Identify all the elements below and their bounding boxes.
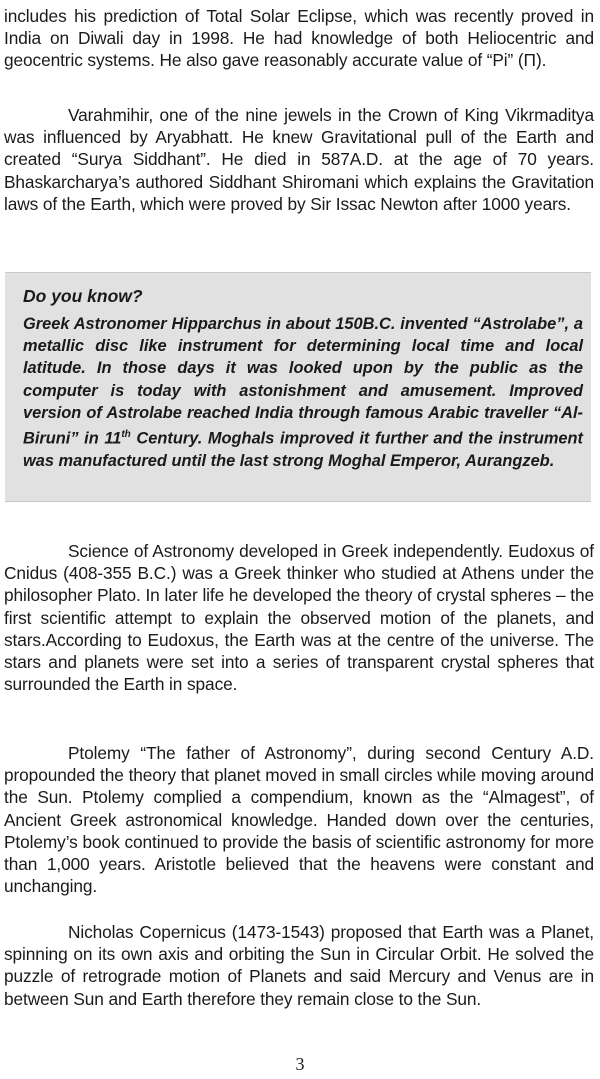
paragraph-eudoxus: Science of Astronomy developed in Greek independently. Eudoxus of Cnidus (408-355 B.C.) was a Greek thinker who studied at Athens under the philosopher Plato. In later life he developed the theory of crystal spheres – the first scientific attempt to explain the observed motion of the planets, and stars.According to Eudoxus, the Earth was at the centre of the universe. The stars and planets were set into a series of transparent crystal spheres that surrounded the Earth in space. — [4, 541, 594, 695]
did-you-know-text-end: Century. Moghals improved it further and the instrument was manufactured until the last strong Moghal Emperor, Aurangzeb. — [23, 429, 584, 470]
did-you-know-text-start: Greek Astronomer Hipparchus in about 150B.C. invented “Astrolabe”, a metallic disc like instrument for determining local time and local latitude. In those days it was looked upon by the public as the computer is today with astonishment and amusement. Improved version of Astrolabe reached India through famous Arabic traveller “Al-Biruni” in 11 — [23, 315, 583, 448]
page-number: 3 — [295, 1054, 305, 1074]
superscript-th: th — [121, 429, 131, 441]
did-you-know-box — [5, 272, 591, 502]
did-you-know-body — [23, 313, 583, 472]
did-you-know-title: Do you know? — [23, 286, 143, 306]
paragraph-copernicus: Nicholas Copernicus (1473-1543) proposed that Earth was a Planet, spinning on its own axis and orbiting the Sun in Circular Orbit. He solved the puzzle of retrograde motion of Planets and said Mercury and Venus are in between Sun and Earth therefore they remain close to the Sun. — [4, 922, 594, 1009]
paragraph-varahmihir: Varahmihir, one of the nine jewels in the Crown of King Vikrmaditya was influenced by Aryabhatt. He knew Gravitational pull of the Earth and created “Surya Siddhant”. He died in 587A.D. at the age of 70 years. Bhaskarcharya’s authored Siddhant Shiromani which explains the Gravitation laws of the Earth, which were proved by Sir Issac Newton after 1000 years. — [4, 105, 594, 214]
paragraph-aryabhatt-continued: includes his prediction of Total Solar Eclipse, which was recently proved in India on Diwali day in 1998. He had knowledge of both Heliocentric and geocentric systems. He also gave reasonably accurate value of “Pi” (Π). — [4, 6, 594, 71]
paragraph-ptolemy: Ptolemy “The father of Astronomy”, during second Century A.D. propounded the theory that planet moved in small circles while moving around the Sun. Ptolemy complied a compendium, known as the “Almagest”, of Ancient Greek astronomical knowledge. Handed down over the centuries, Ptolemy’s book continued to provide the basis of scientific astronomy for more than 1,000 years. Aristotle believed that the heavens were constant and unchanging. — [4, 743, 594, 897]
